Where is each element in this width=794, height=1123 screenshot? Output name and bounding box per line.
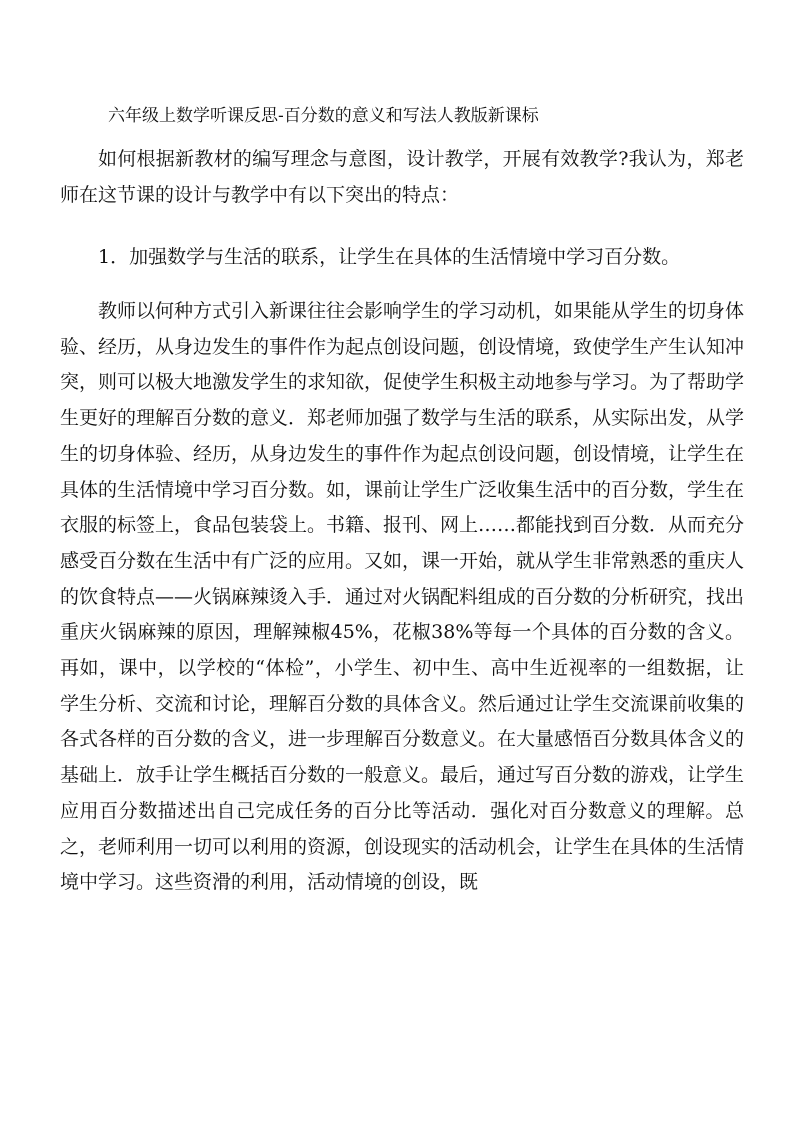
intro-paragraph: 如何根据新教材的编写理念与意图，设计教学，开展有效教学?我认为，郑老师在这节课的设计与教学中有以下突出的特点：: [60, 148, 744, 206]
body-paragraph: 教师以何种方式引入新课往往会影响学生的学习动机，如果能从学生的切身体验、经历，从身边发生的事件作为起点创设问题，创设情境，致使学生产生认知冲突，则可以极大地激发学生的求知欲，促使学生积极主动地参与学习。为了帮助学生更好的理解百分数的意义．郑老师加强了数学与生活的联系，从实际出发，从学生的切身体验、经历，从身边发生的事件作为起点创设问题，创设情境，让学生在具体的生活情境中学习百分数。如，课前让学生广泛收集生活中的百分数，学生在衣服的标签上，食品包装袋上。书籍、报刊、网上……都能找到百分数．从而充分感受百分数在生活中有广泛的应用。又如，课一开始，就从学生非常熟悉的重庆人的饮食特点——火锅麻辣烫入手．通过对火锅配料组成的百分数的分析研究，找出重庆火锅麻辣的原因，理解辣椒45%，花椒38%等每一个具体的百分数的含义。再如，课中，以学校的“体检”，小学生、初中生、高中生近视率的一组数据，让学生分析、交流和讨论，理解百分数的具体含义。然后通过让学生交流课前收集的各式各样的百分数的含义，进一步理解百分数意义。在大量感悟百分数具体含义的基础上．放手让学生概括百分数的一般意义。最后，通过写百分数的游戏，让学生应用百分数描述出自己完成任务的百分比等活动．强化对百分数意义的理解。总之，老师利用一切可以利用的资源，创设现实的活动机会，让学生在具体的生活情境中学习。这些资滑的利用，活动情境的创设，既: [60, 300, 745, 894]
document-title: 六年级上数学听课反思-百分数的意义和写法人教版新课标: [108, 106, 539, 126]
section-heading: 1．加强数学与生活的联系，让学生在具体的生活情境中学习百分数。: [98, 246, 681, 268]
